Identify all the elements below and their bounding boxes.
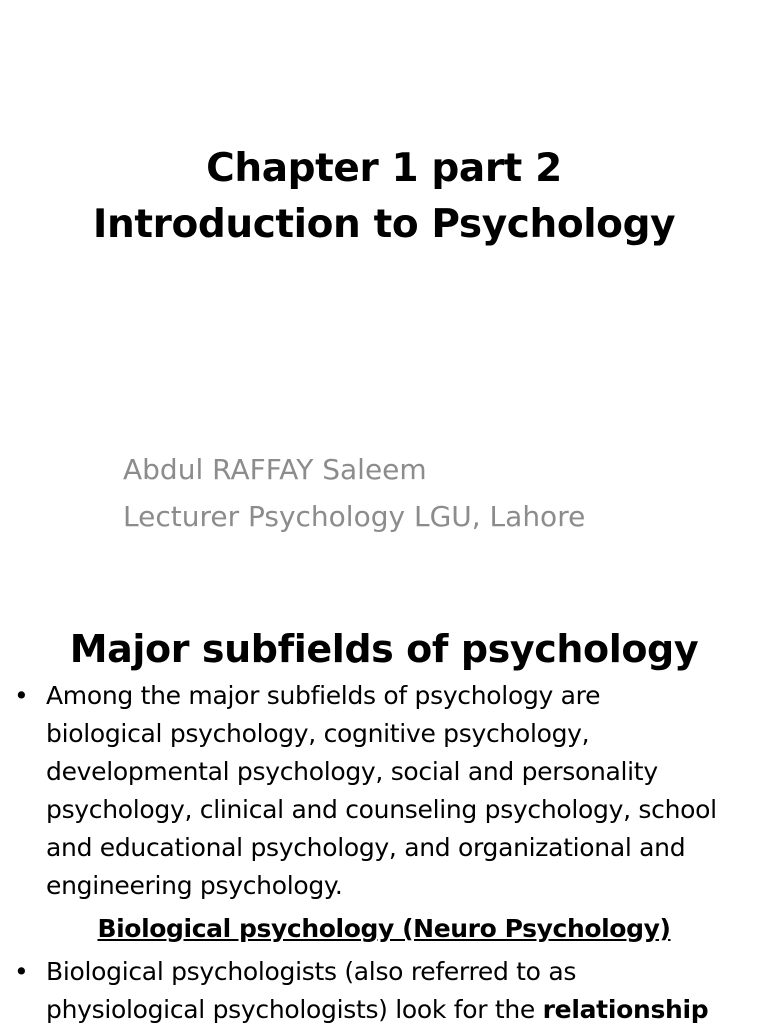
title-line-1: Chapter 1 part 2 bbox=[206, 146, 562, 191]
bullet-line: developmental psychology, social and personality bbox=[46, 757, 658, 786]
bullet-line-plain: physiological psychologists) look for the bbox=[46, 995, 543, 1024]
content-slide-title: Major subfields of psychology bbox=[69, 627, 699, 671]
slide-title bbox=[0, 141, 768, 253]
bullet-subfields bbox=[14, 677, 744, 905]
bullet-line: psychology, clinical and counseling psychology, school bbox=[46, 795, 717, 824]
bullet-line: biological psychology, cognitive psychology, bbox=[46, 719, 590, 748]
bullet-icon: • bbox=[14, 957, 29, 986]
bullet-biological bbox=[14, 953, 744, 1029]
bullet-line: engineering psychology. bbox=[46, 871, 343, 900]
author-name: Abdul RAFFAY Saleem bbox=[123, 453, 427, 486]
bullet-line bbox=[46, 991, 744, 1029]
bullet-line-bold: relationship bbox=[542, 995, 709, 1024]
bullet-line: Among the major subfields of psychology are bbox=[46, 681, 601, 710]
bullet-icon: • bbox=[14, 681, 29, 710]
bullet-text bbox=[46, 953, 744, 1029]
title-line-2: Introduction to Psychology bbox=[92, 202, 676, 247]
author-affiliation: Lecturer Psychology LGU, Lahore bbox=[123, 500, 586, 533]
bullet-line: Biological psychologists (also referred to as bbox=[46, 957, 577, 986]
bullet-text bbox=[46, 677, 744, 905]
content-slide bbox=[0, 576, 768, 1024]
section-subheading: Biological psychology (Neuro Psychology) bbox=[97, 914, 671, 943]
slide-subtitle bbox=[123, 446, 585, 540]
bullet-line: and educational psychology, and organizational and bbox=[46, 833, 686, 862]
